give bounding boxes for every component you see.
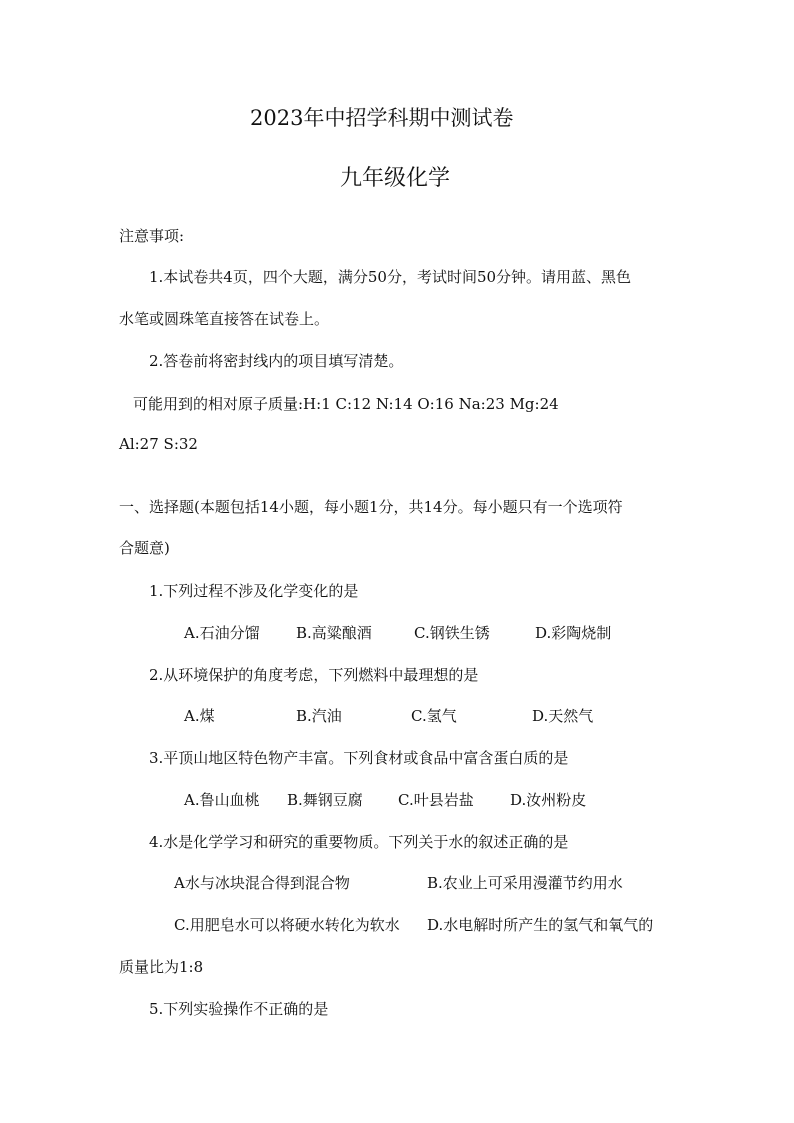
question-4-option-d: D.水电解时所产生的氢气和氧气的 xyxy=(427,916,654,934)
question-1-option-a: A.石油分馏 xyxy=(184,624,260,642)
section-1-heading-line-1: 一、选择题(本题包括14小题，每小题1分，共14分。每小题只有一个选项符 xyxy=(119,498,623,516)
atomic-masses-line-2: Al:27 S:32 xyxy=(119,435,198,453)
notes-item-2: 2.答卷前将密封线内的项目填写清楚。 xyxy=(149,352,404,370)
question-1-option-b: B.高粱酿酒 xyxy=(296,624,372,642)
question-1-stem: 1.下列过程不涉及化学变化的是 xyxy=(149,582,359,600)
question-2-stem: 2.从环境保护的角度考虑，下列燃料中最理想的是 xyxy=(149,666,479,684)
atomic-masses-line-1: 可能用到的相对原子质量:H:1 C:12 N:14 O:16 Na:23 Mg:24 xyxy=(133,395,559,413)
question-2-option-c: C.氢气 xyxy=(411,707,457,725)
question-2-option-d: D.天然气 xyxy=(532,707,594,725)
section-1-heading-line-2: 合题意) xyxy=(119,539,170,557)
question-5-stem: 5.下列实验操作不正确的是 xyxy=(149,1000,329,1018)
notes-item-1-line-2: 水笔或圆珠笔直接答在试卷上。 xyxy=(119,310,330,328)
question-3-option-c: C.叶县岩盐 xyxy=(398,791,474,809)
question-3-option-a: A.鲁山血桃 xyxy=(184,791,260,809)
exam-title: 2023年中招学科期中测试卷 xyxy=(250,106,514,130)
question-3-option-b: B.舞钢豆腐 xyxy=(287,791,363,809)
question-3-option-d: D.汝州粉皮 xyxy=(510,791,587,809)
question-2-option-b: B.汽油 xyxy=(296,707,342,725)
question-4-option-b: B.农业上可采用漫灌节约用水 xyxy=(427,874,623,892)
question-4-stem: 4.水是化学学习和研究的重要物质。下列关于水的叙述正确的是 xyxy=(149,833,569,851)
question-4-option-a: A水与冰块混合得到混合物 xyxy=(174,874,350,892)
question-1-option-d: D.彩陶烧制 xyxy=(535,624,612,642)
question-4-option-c: C.用肥皂水可以将硬水转化为软水 xyxy=(174,916,400,934)
notes-heading: 注意事项: xyxy=(119,227,185,245)
exam-subtitle: 九年级化学 xyxy=(340,166,451,191)
question-4-option-d-continued: 质量比为1:8 xyxy=(119,958,204,976)
question-1-option-c: C.钢铁生锈 xyxy=(414,624,490,642)
question-3-stem: 3.平顶山地区特色物产丰富。下列食材或食品中富含蛋白质的是 xyxy=(149,749,569,767)
question-2-option-a: A.煤 xyxy=(184,707,215,725)
notes-item-1-line-1: 1.本试卷共4页，四个大题，满分50分，考试时间50分钟。请用蓝、黑色 xyxy=(149,268,632,286)
